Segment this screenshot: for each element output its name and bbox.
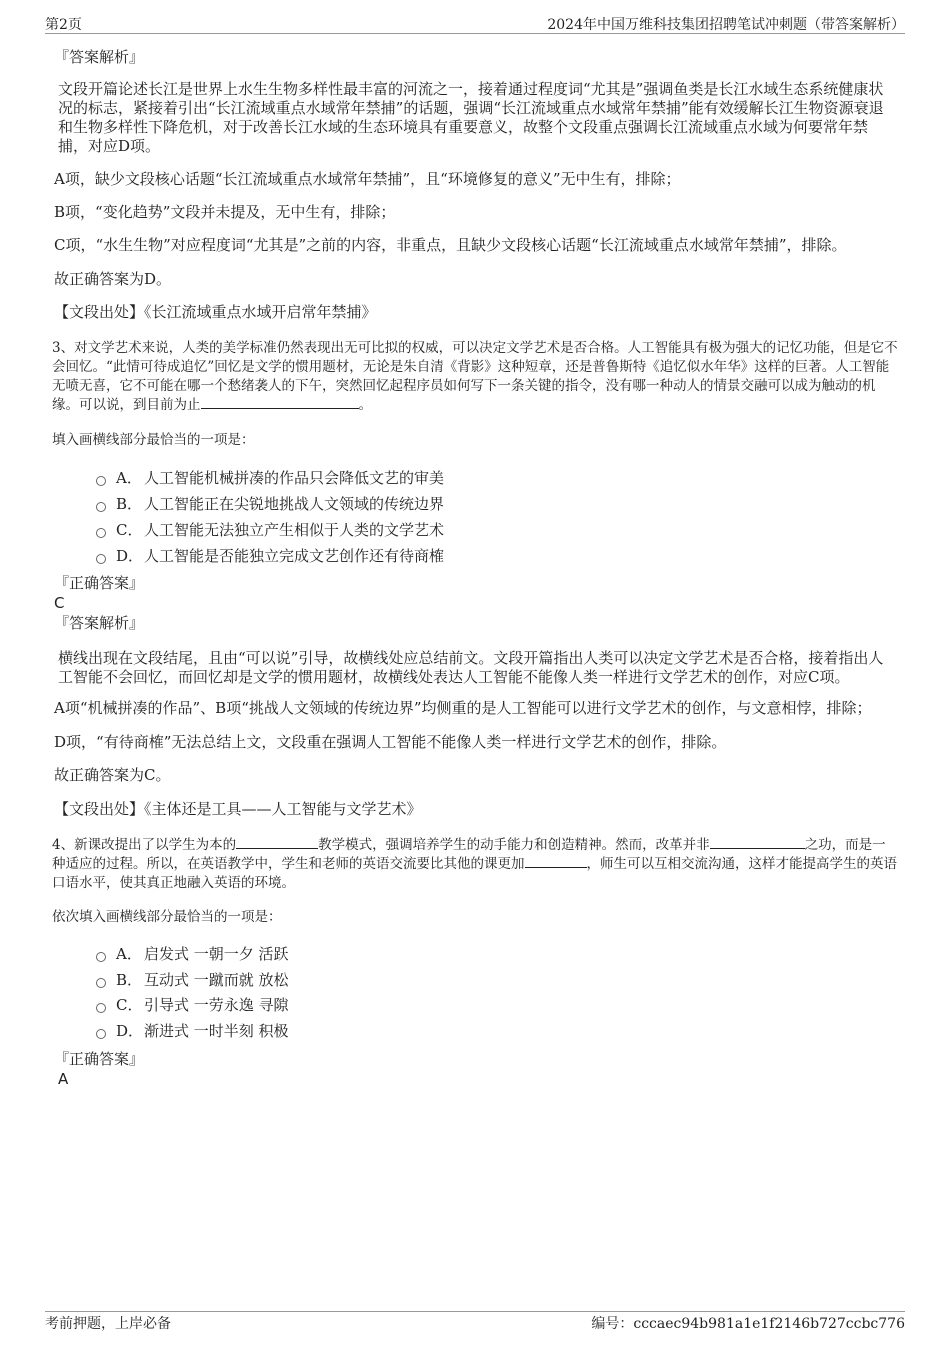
radio-icon[interactable]	[96, 554, 106, 564]
q2-analysis-paragraph-4: C项，“水生生物”对应程度词“尤其是”之前的内容，非重点，且缺少文段核心话题“长江流域重点水域常年禁捕”，排除。	[54, 236, 847, 254]
q3-blank	[201, 396, 359, 409]
q4-option-c[interactable]: C． 引导式 一劳永逸 寻隙	[96, 994, 696, 1016]
radio-icon[interactable]	[96, 502, 106, 512]
q3-option-a[interactable]: A． 人工智能机械拼凑的作品只会降低文艺的审美	[96, 467, 696, 489]
q4-option-b[interactable]: B． 互动式 一蹴而就 放松	[96, 969, 696, 991]
radio-icon[interactable]	[96, 952, 106, 962]
q2-analysis-label: 『答案解析』	[54, 48, 145, 66]
radio-icon[interactable]	[96, 978, 106, 988]
header-divider	[45, 33, 905, 34]
page-footer	[45, 1313, 905, 1333]
q4-option-d[interactable]: D．渐进式 一时半刻 积极	[96, 1020, 696, 1042]
q4-answer-label: 『正确答案』	[54, 1050, 145, 1068]
q4-prompt: 依次填入画横线部分最恰当的一项是：	[52, 909, 282, 925]
document-title: 2024年中国万维科技集团招聘笔试冲刺题（带答案解析）	[547, 17, 905, 33]
document-id: 编号：cccaec94b981a1e1f2146b727ccbc776	[591, 1316, 905, 1332]
q3-source: 【文段出处】《主体还是工具——人工智能与文学艺术》	[54, 800, 422, 818]
radio-icon[interactable]	[96, 1029, 106, 1039]
q3-stem	[52, 339, 898, 415]
q3-analysis-paragraph-1: 横线出现在文段结尾，且由“可以说”引导，故横线处应总结前文。文段开篇指出人类可以决定文学艺术是否合格，接着指出人工智能不会回忆，而回忆却是文学的惯用题材，故横线处表达人工智能不能像人类一样进行文学艺术的创作，对应C项。	[58, 649, 884, 686]
page-header	[45, 14, 905, 34]
q3-answer: C	[54, 594, 65, 612]
radio-icon[interactable]	[96, 528, 106, 538]
q3-stem-text: 3、对文学艺术来说，人类的美学标准仍然表现出无可比拟的权威，可以决定文学艺术是否合格。人工智能具有极为强大的记忆功能，但是它不会回忆。“此情可待成追忆”回忆是文学的惯用题材，无论是朱自清《背影》这种短章，还是普鲁斯特《追忆似水年华》这样的巨著。人工智能无喷无喜，它不可能在哪一个愁绪袭人的下午，突然回忆起程序员如何写下一条关键的指令，没有哪一种动人的情景交融可以成为触动的机缘。可以说，到目前为止	[52, 340, 898, 413]
q2-analysis-paragraph-1: 文段开篇论述长江是世界上水生生物多样性最丰富的河流之一，接着通过程度词“尤其是”强调鱼类是长江水域生态系统健康状况的标志，紧接着引出“长江流域重点水域常年禁捕”的话题，强调“长江流域重点水域常年禁捕”能有效缓解长江生物资源衰退和生物多样性下降危机，对于改善长江水域的生态环境具有重要意义，故整个文段重点强调长江流域重点水域为何要常年禁捕，对应D项。	[58, 80, 884, 155]
q4-blank-1	[236, 836, 318, 849]
q2-analysis-paragraph-3: B项，“变化趋势”文段并未提及，无中生有，排除；	[54, 203, 396, 221]
q3-prompt: 填入画横线部分最恰当的一项是：	[52, 432, 255, 448]
q4-stem: 4、新课改提出了以学生为本的 教学模式，强调培养学生的动手能力和创造精神。然而，改革并非 之功，而是一种适应的过程。所以，在英语教学中，学生和老师的英语交流要比其他的课更加 ，师生可以互相交流沟通，这样才能提高学生的英语口语水平，使其真正地融入英语的环境。	[52, 837, 897, 891]
radio-icon[interactable]	[96, 476, 106, 486]
q4-blank-3	[525, 855, 587, 868]
q3-analysis-paragraph-3: D项，“有待商榷”无法总结上文，文段重在强调人工智能不能像人类一样进行文学艺术的创作，排除。	[54, 733, 727, 751]
q2-analysis-paragraph-5: 故正确答案为D。	[54, 270, 172, 288]
page-number: 第2页	[45, 17, 82, 33]
q3-option-d[interactable]: D．人工智能是否能独立完成文艺创作还有待商榷	[96, 545, 696, 567]
q2-source: 【文段出处】《长江流域重点水域开启常年禁捕》	[54, 303, 377, 321]
q4-blank-2	[710, 836, 805, 849]
footer-divider	[45, 1311, 905, 1312]
radio-icon[interactable]	[96, 1003, 106, 1013]
q4-option-a[interactable]: A． 启发式 一朝一夕 活跃	[96, 943, 696, 965]
q3-answer-label: 『正确答案』	[54, 574, 145, 592]
q3-option-c[interactable]: C． 人工智能无法独立产生相似于人类的文学艺术	[96, 519, 696, 541]
q3-option-b[interactable]: B． 人工智能正在尖锐地挑战人文领域的传统边界	[96, 493, 696, 515]
q2-analysis-paragraph-2: A项，缺少文段核心话题“长江流域重点水域常年禁捕”，且“环境修复的意义”无中生有，排除；	[54, 170, 681, 188]
q3-stem-end: 。	[358, 397, 372, 413]
q3-analysis-label: 『答案解析』	[54, 614, 145, 632]
q4-answer: A	[58, 1070, 69, 1088]
q3-analysis-paragraph-2: A项“机械拼凑的作品”、B项“挑战人文领域的传统边界”均侧重的是人工智能可以进行文学艺术的创作，与文意相悖，排除；	[54, 699, 872, 717]
footer-slogan: 考前押题，上岸必备	[45, 1316, 171, 1332]
q3-analysis-paragraph-4: 故正确答案为C。	[54, 766, 171, 784]
